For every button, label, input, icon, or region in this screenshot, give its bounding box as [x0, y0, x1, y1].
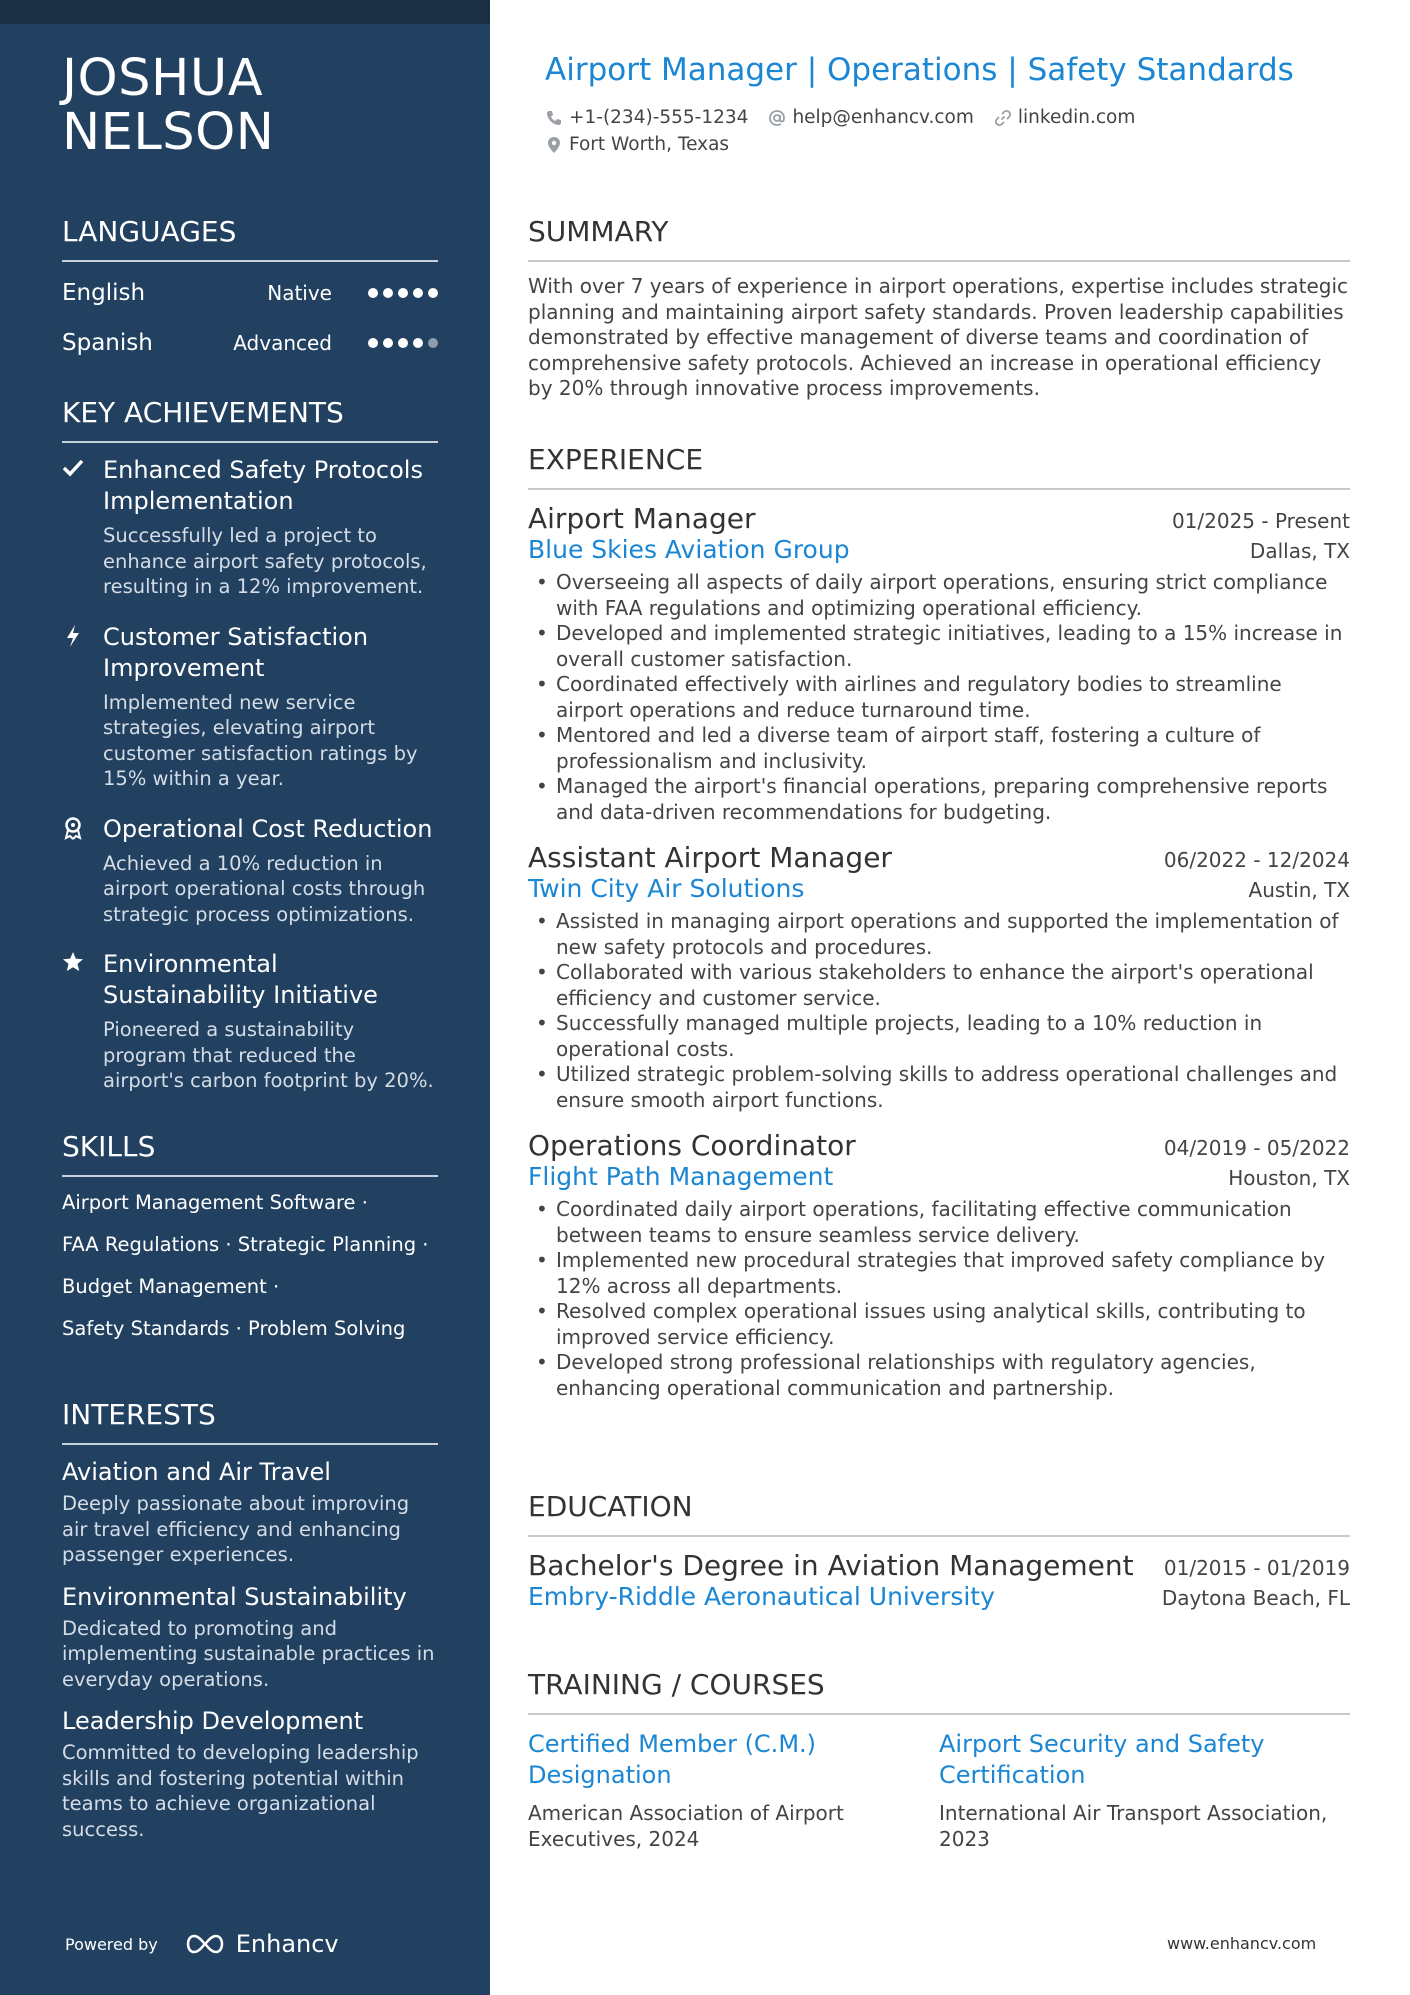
skills-line: Airport Management Software · [62, 1191, 368, 1214]
job-bullet: • Coordinated effectively with airlines and regulatory bodies to streamline airport operations and reduce turnaround time. [528, 672, 1350, 723]
achievement-description: Achieved a 10% reduction in airport operational costs through strategic process optimizations. [103, 851, 426, 926]
job-bullet: • Mentored and led a diverse team of airport staff, fostering a culture of professionalism and inclusivity. [528, 723, 1350, 774]
training-heading: TRAINING / COURSES [528, 1668, 1350, 1715]
rating-dot [368, 338, 378, 348]
achievement-description: Implemented new service strategies, elevating airport customer satisfaction ratings by 15% within a year. [103, 690, 418, 790]
enhancv-brand-name: Enhancv [235, 1930, 339, 1958]
powered-by-label: Powered by [65, 1934, 158, 1954]
interest-title: Leadership Development [62, 1707, 364, 1735]
course-organization: International Air Transport Association, 2023 [939, 1801, 1328, 1851]
education-entry [528, 1549, 1350, 1611]
job-entry [528, 1129, 1350, 1401]
job-dates: 06/2022 - 12/2024 [1163, 848, 1350, 872]
phone-contact[interactable] [545, 107, 748, 128]
language-rating [368, 288, 438, 298]
education-heading: EDUCATION [528, 1490, 1350, 1537]
interests-section [62, 1398, 438, 1842]
course-item [939, 1729, 1350, 1852]
job-bullet: • Resolved complex operational issues using analytical skills, contributing to improved service efficiency. [528, 1299, 1350, 1350]
skills-section [62, 1130, 438, 1341]
name-line-1: JOSHUA [62, 49, 264, 108]
headline: Airport Manager | Operations | Safety Standards [545, 52, 1294, 88]
interest-title: Environmental Sustainability [62, 1582, 407, 1611]
enhancv-logo[interactable] [182, 1930, 339, 1958]
check-icon [62, 457, 84, 481]
job-location: Houston, TX [1228, 1166, 1350, 1190]
job-bullets [528, 570, 1350, 825]
interest-title: Aviation and Air Travel [62, 1458, 331, 1486]
school-name: Embry-Riddle Aeronautical University [528, 1582, 995, 1611]
job-location: Dallas, TX [1249, 539, 1350, 563]
achievement-item [62, 622, 438, 792]
achievement-description: Pioneered a sustainability program that reduced the airport's carbon footprint by 20%. [103, 1018, 434, 1092]
job-bullets [528, 1197, 1350, 1401]
award-icon [62, 816, 84, 840]
achievement-title: Customer Satisfaction Improvement [103, 622, 369, 682]
course-title: Airport Security and Safety Certification [939, 1730, 1265, 1789]
sidebar-top-bar [0, 0, 490, 24]
education-section [528, 1490, 1350, 1611]
location-pin-icon [545, 136, 563, 154]
job-entry [528, 841, 1350, 1113]
job-company: Blue Skies Aviation Group [528, 535, 850, 564]
skills-heading: SKILLS [62, 1130, 438, 1177]
job-bullet: • Coordinated daily airport operations, facilitating effective communication between teams to ensure seamless service delivery. [528, 1197, 1350, 1248]
job-bullets [528, 909, 1350, 1113]
rating-dot [368, 288, 378, 298]
powered-by [65, 1930, 339, 1958]
job-bullet: • Developed and implemented strategic initiatives, leading to a 15% increase in overall customer satisfaction. [528, 621, 1350, 672]
degree-title: Bachelor's Degree in Aviation Management [528, 1549, 1134, 1582]
achievement-title: Environmental Sustainability Initiative [103, 950, 378, 1009]
main-column [490, 0, 1410, 1995]
candidate-name [62, 49, 275, 162]
experience-section [528, 443, 1350, 1401]
job-company: Twin City Air Solutions [528, 874, 805, 903]
contact-info [545, 104, 1345, 158]
job-title: Airport Manager [528, 502, 756, 535]
phone-icon [545, 109, 563, 127]
course-organization: American Association of Airport Executives, 2024 [528, 1801, 844, 1851]
achievement-item [62, 949, 438, 1094]
school-location: Daytona Beach, FL [1161, 1586, 1350, 1610]
course-item [528, 1729, 939, 1852]
rating-dot [428, 288, 438, 298]
job-dates: 04/2019 - 05/2022 [1163, 1136, 1350, 1160]
skills-line: FAA Regulations · Strategic Planning · [62, 1233, 429, 1256]
courses-list [528, 1729, 1350, 1852]
rating-dot [428, 338, 438, 348]
achievements-section [62, 396, 438, 1094]
at-icon [768, 109, 786, 127]
language-item-english [62, 268, 438, 318]
language-rating [368, 338, 438, 348]
interest-description: Committed to developing leadership skills and fostering potential within teams to achieve organizational success. [62, 1741, 419, 1841]
linkedin-text: linkedin.com [1017, 107, 1136, 128]
interest-description: Deeply passionate about improving air travel efficiency and enhancing passenger experiences. [62, 1492, 410, 1566]
job-bullet: • Managed the airport's financial operations, preparing comprehensive reports and data-driven recommendations for budgeting. [528, 774, 1350, 825]
experience-heading: EXPERIENCE [528, 443, 1350, 490]
email-text: help@enhancv.com [792, 107, 974, 128]
linkedin-contact[interactable] [994, 107, 1135, 128]
summary-section [528, 215, 1350, 402]
star-icon [62, 951, 84, 975]
achievement-item [62, 814, 438, 928]
course-title: Certified Member (C.M.) Designation [528, 1730, 817, 1789]
education-dates: 01/2015 - 01/2019 [1163, 1556, 1350, 1580]
summary-text: With over 7 years of experience in airport operations, expertise includes strategic planning and maintaining airport safety standards. Proven leadership capabilities demonstrated by effective management of diverse teams and coordination of comprehensive safety protocols. Achieved an increase in operational efficiency by 20% through innovative process improvements. [528, 274, 1349, 400]
achievement-item [62, 455, 438, 600]
rating-dot [398, 338, 408, 348]
job-bullet: • Successfully managed multiple projects, leading to a 10% reduction in operational costs. [528, 1011, 1350, 1062]
job-bullet: • Assisted in managing airport operations and supported the implementation of new safety protocols and procedures. [528, 909, 1350, 960]
job-location: Austin, TX [1248, 878, 1350, 902]
language-name: English [62, 280, 146, 306]
job-dates: 01/2025 - Present [1171, 509, 1350, 533]
rating-dot [383, 288, 393, 298]
achievement-title: Enhanced Safety Protocols Implementation [103, 456, 423, 515]
rating-dot [413, 288, 423, 298]
rating-dot [413, 338, 423, 348]
language-level: Advanced [233, 331, 332, 355]
language-name: Spanish [62, 330, 153, 356]
rating-dot [383, 338, 393, 348]
job-title: Operations Coordinator [528, 1129, 856, 1162]
skills-line: Safety Standards · Problem Solving [62, 1317, 406, 1340]
language-level: Native [267, 281, 332, 305]
interests-heading: INTERESTS [62, 1398, 438, 1445]
summary-heading: SUMMARY [528, 215, 1350, 262]
interest-description: Dedicated to promoting and implementing sustainable practices in everyday operations. [62, 1616, 435, 1691]
phone-text: +1-(234)-555-1234 [569, 107, 749, 128]
location-text: Fort Worth, Texas [569, 134, 730, 155]
name-line-2: NELSON [62, 103, 275, 162]
language-item-spanish [62, 318, 438, 368]
lightning-icon [62, 624, 84, 648]
link-icon [994, 109, 1012, 127]
achievement-title: Operational Cost Reduction [103, 814, 433, 843]
languages-section [62, 215, 438, 368]
achievements-heading: KEY ACHIEVEMENTS [62, 396, 438, 443]
sidebar [0, 0, 490, 1995]
achievement-description: Successfully led a project to enhance airport safety protocols, resulting in a 12% improvement. [103, 524, 427, 598]
location-contact [545, 134, 729, 155]
job-bullet: • Implemented new procedural strategies that improved safety compliance by 12% across all departments. [528, 1248, 1350, 1299]
enhancv-logo-icon [182, 1932, 228, 1956]
job-bullet: • Developed strong professional relationships with regulatory agencies, enhancing operational communication and partnership. [528, 1350, 1350, 1401]
job-title: Assistant Airport Manager [528, 841, 892, 874]
enhancv-website-link[interactable]: www.enhancv.com [1167, 1934, 1317, 1953]
rating-dot [398, 288, 408, 298]
training-section [528, 1668, 1350, 1852]
job-bullet: • Overseeing all aspects of daily airport operations, ensuring strict compliance with FAA regulations and optimizing operational efficiency. [528, 570, 1350, 621]
job-bullet: • Utilized strategic problem-solving skills to address operational challenges and ensure smooth airport functions. [528, 1062, 1350, 1113]
languages-heading: LANGUAGES [62, 215, 438, 262]
job-company: Flight Path Management [528, 1162, 834, 1191]
skills-line: Budget Management · [62, 1275, 280, 1298]
job-bullet: • Collaborated with various stakeholders to enhance the airport's operational efficiency and customer service. [528, 960, 1350, 1011]
job-entry [528, 502, 1350, 825]
email-contact[interactable] [768, 107, 973, 128]
